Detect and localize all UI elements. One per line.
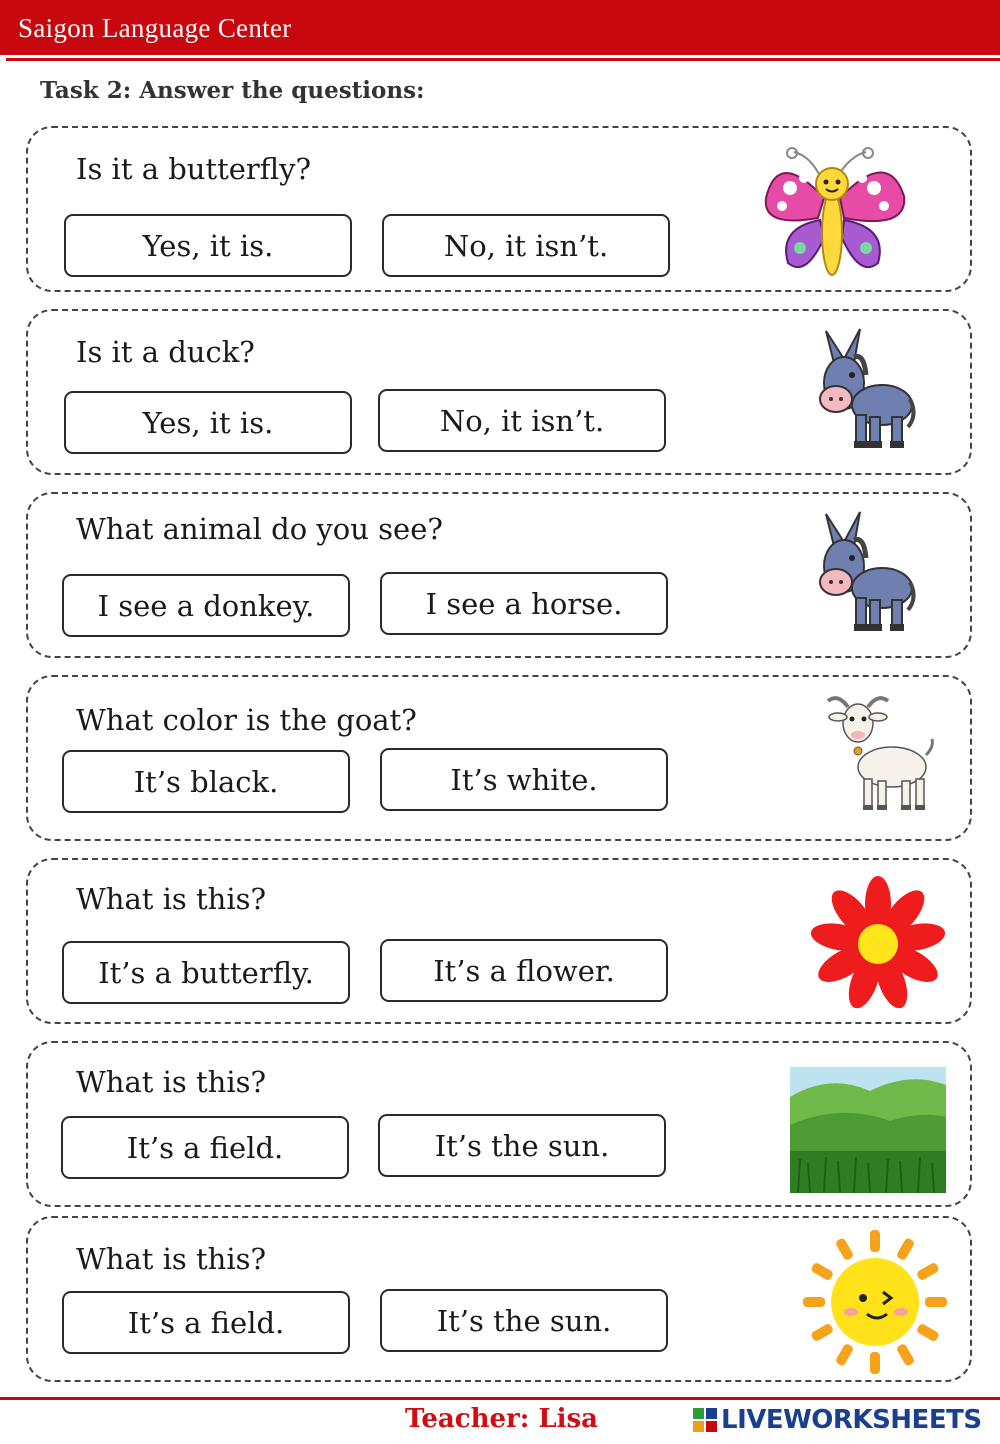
question-card-6 — [26, 1041, 972, 1207]
question-text: What is this? — [76, 1065, 267, 1099]
teacher-name: Teacher: Lisa — [405, 1404, 599, 1434]
answer-option[interactable]: It’s the sun. — [378, 1114, 666, 1177]
answer-option[interactable]: I see a horse. — [380, 572, 668, 635]
header-title: Saigon Language Center — [18, 13, 292, 43]
brand-text: LIVEWORKSHEETS — [721, 1405, 982, 1435]
question-text: Is it a butterfly? — [76, 152, 312, 186]
question-card-2 — [26, 309, 972, 475]
donkey-icon — [804, 506, 924, 636]
answer-option[interactable]: No, it isn’t. — [378, 389, 666, 452]
answer-option[interactable]: Yes, it is. — [64, 214, 352, 277]
answer-option[interactable]: It’s black. — [62, 750, 350, 813]
goat-icon — [822, 689, 942, 819]
answer-option[interactable]: It’s a field. — [62, 1291, 350, 1354]
question-card-3 — [26, 492, 972, 658]
answer-option[interactable]: I see a donkey. — [62, 574, 350, 637]
flower-icon — [808, 874, 948, 1014]
answer-option[interactable]: It’s a flower. — [380, 939, 668, 1002]
butterfly-icon — [758, 138, 918, 288]
question-text: What animal do you see? — [76, 512, 443, 546]
answer-option[interactable]: It’s a butterfly. — [62, 941, 350, 1004]
liveworksheets-logo — [693, 1404, 982, 1436]
question-card-4 — [26, 675, 972, 841]
answer-option[interactable]: It’s a field. — [61, 1116, 349, 1179]
donkey-icon — [804, 323, 924, 453]
answer-option[interactable]: Yes, it is. — [64, 391, 352, 454]
question-text: Is it a duck? — [76, 335, 255, 369]
question-card-1 — [26, 126, 972, 292]
answer-option[interactable]: It’s the sun. — [380, 1289, 668, 1352]
question-card-7 — [26, 1216, 972, 1382]
sun-icon — [780, 1226, 970, 1376]
question-text: What color is the goat? — [76, 703, 417, 737]
header-divider — [6, 58, 1000, 61]
task-title: Task 2: Answer the questions: — [40, 77, 425, 104]
question-card-5 — [26, 858, 972, 1024]
liveworksheets-logo-icon — [693, 1408, 717, 1432]
question-text: What is this? — [76, 1242, 267, 1276]
footer-divider — [0, 1397, 1000, 1400]
field-icon — [790, 1067, 946, 1193]
question-text: What is this? — [76, 882, 267, 916]
answer-option[interactable]: No, it isn’t. — [382, 214, 670, 277]
answer-option[interactable]: It’s white. — [380, 748, 668, 811]
header-bar — [0, 0, 1000, 55]
